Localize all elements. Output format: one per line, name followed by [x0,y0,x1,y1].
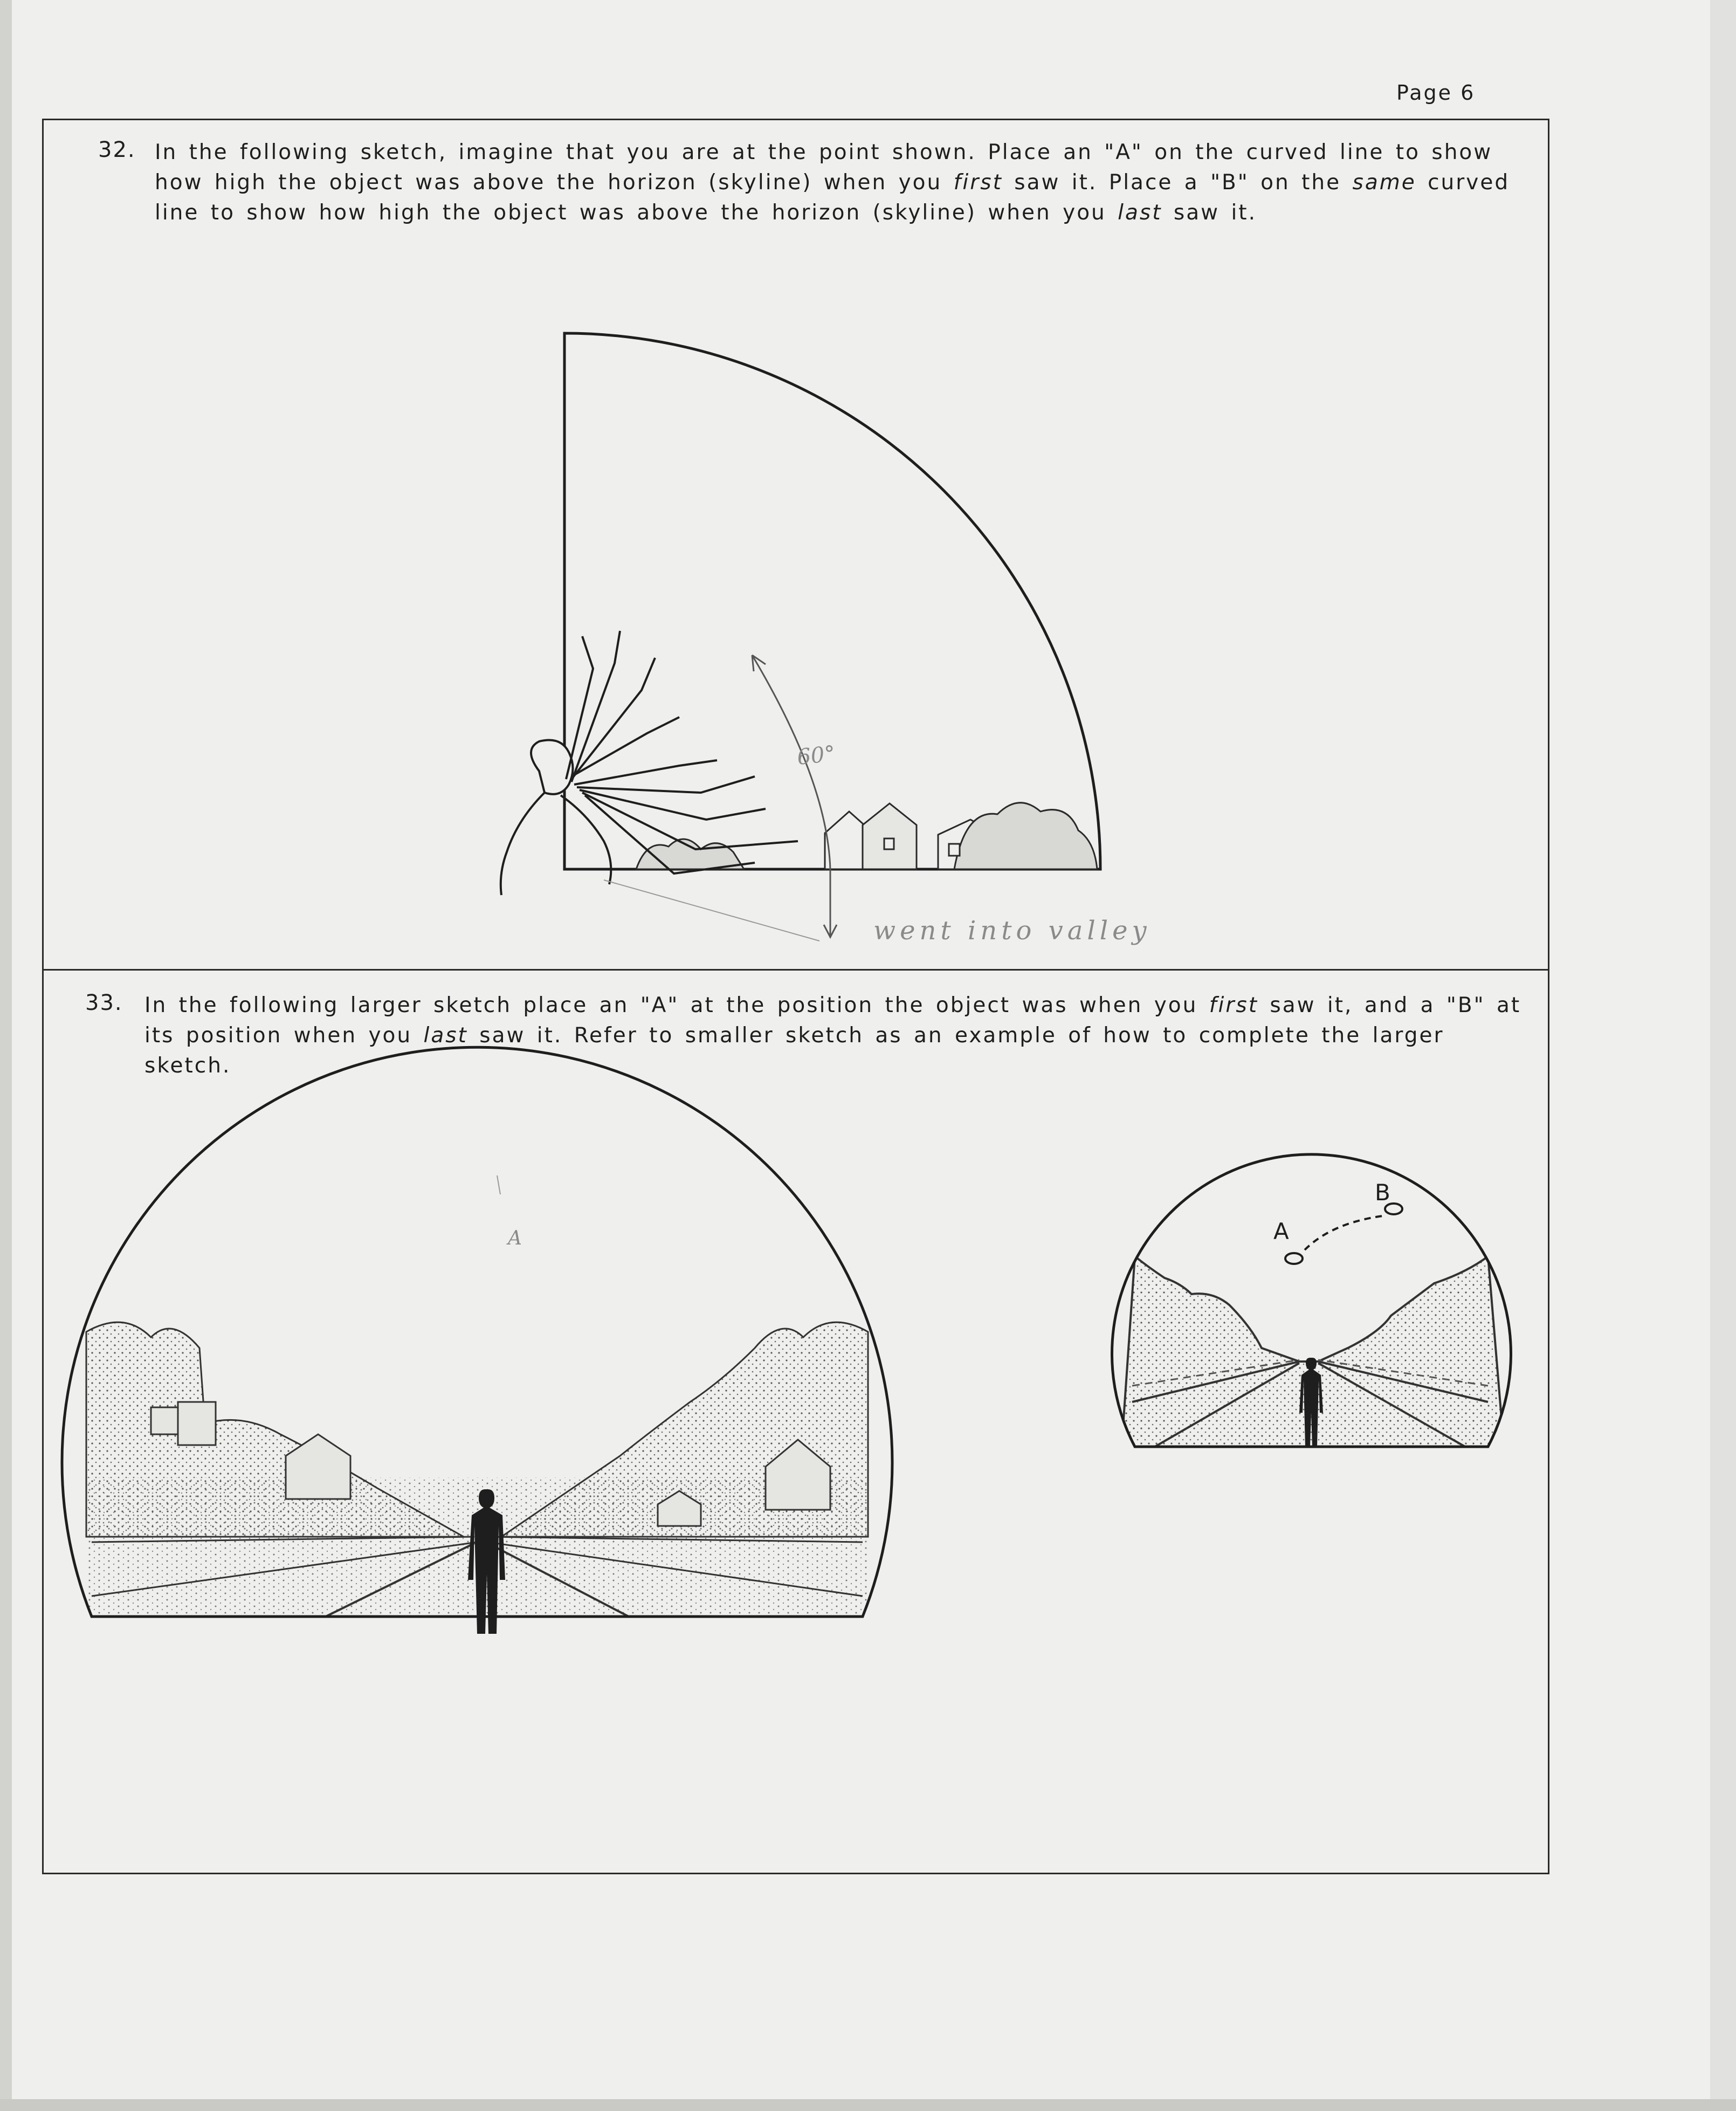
handwritten-valley-note: went into valley [873,916,1151,946]
large-street-sketch [62,1047,892,1634]
q33-text-part-1: In the following larger sketch place an "A" at the position the object was when you [144,993,1209,1017]
q33-text-part-2: saw it, and a "B" at its position when you [144,993,1521,1048]
q32-emphasis-last: last [1118,201,1162,225]
example-label-b: B [1375,1179,1390,1206]
question-32-number: 32. [98,137,136,162]
example-flight-path [1305,1216,1383,1250]
example-sketch [1112,1154,1511,1450]
elevation-arc-frame[interactable] [564,333,1100,869]
q32-text-part-3: curved line to show how high the object was above the horizon (skyline) when you [155,170,1510,225]
sixty-degree-indicator [604,655,837,941]
example-label-a: A [1273,1218,1289,1244]
handwritten-mark-a: A [508,1227,522,1249]
q32-emphasis-same: same [1352,170,1416,195]
q32-text-part-2: saw it. Place a "B" on the [1002,170,1353,195]
angle-label-60: 60° [796,741,837,770]
elevation-angle-sketch [564,333,1100,869]
q32-emphasis-first: first [953,170,1003,195]
q33-emphasis-first: first [1209,993,1259,1017]
question-33-number: 33. [85,991,123,1015]
handwritten-pencil-stroke [497,1175,500,1194]
q33-text-part-3: saw it. Refer to smaller sketch as an example of how to complete the larger sketch. [144,1023,1444,1078]
q33-emphasis-last: last [423,1023,468,1048]
q32-text-part-1: In the following sketch, imagine that you are at the point shown. Place an "A" on the curved line to show how high the object was above the horizon (skyline) when you [155,140,1493,195]
example-object-a [1285,1253,1303,1264]
skyline-trees-houses [636,803,1097,869]
page-number: Page 6 [1396,81,1476,105]
q32-text-part-4: saw it. [1162,201,1257,225]
